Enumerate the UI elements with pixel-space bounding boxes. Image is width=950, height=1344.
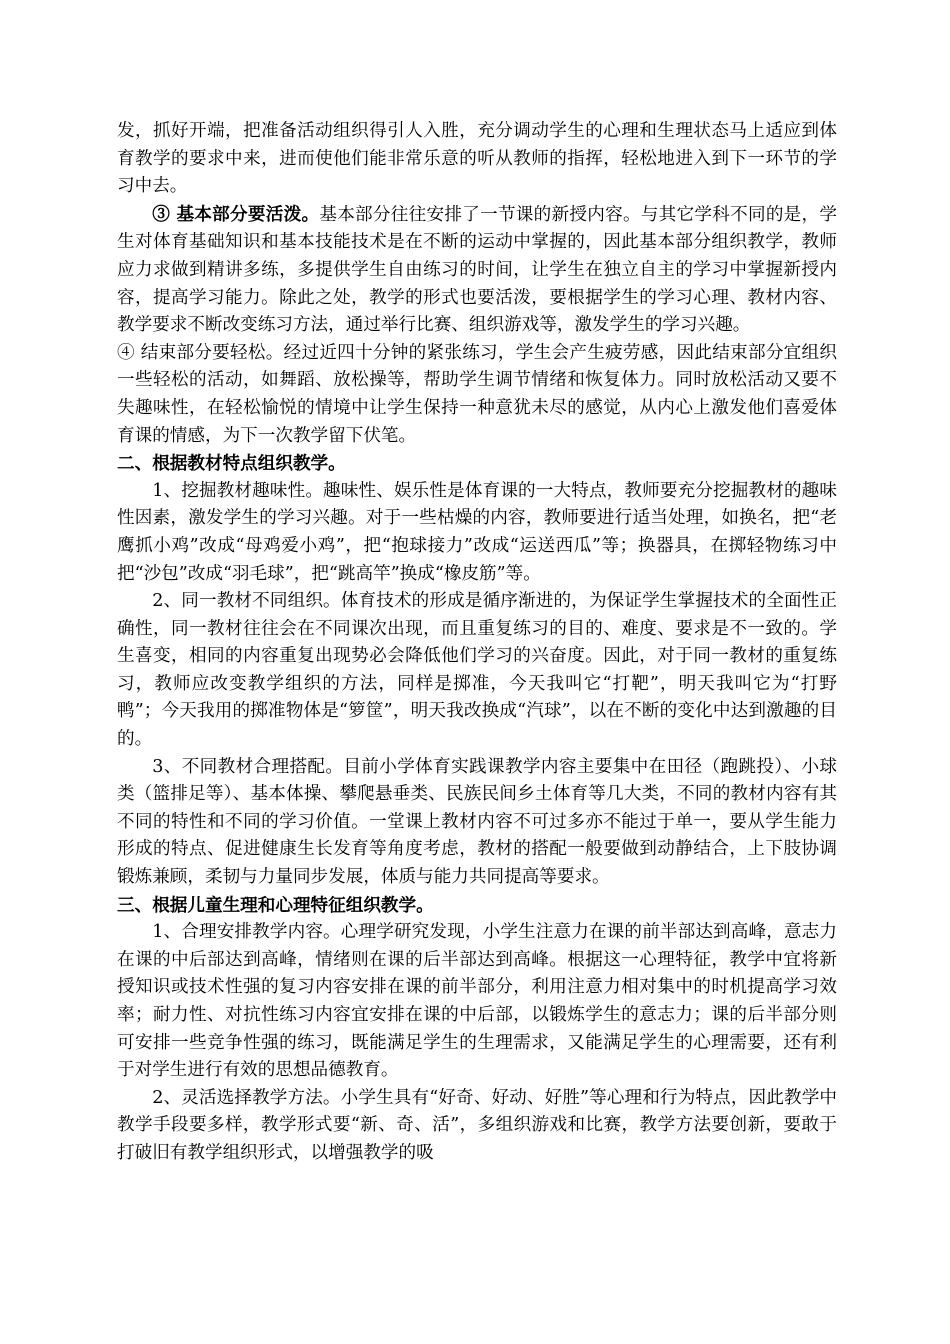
paragraph-item-4: 1、合理安排教学内容。心理学研究发现，小学生注意力在课的前半部达到高峰，意志力在课的中后部达到高峰，情绪则在课的后半部达到高峰。根据这一心理特征，教学中宜将新授知识或技术性强的复习内容安排在课的前半部分，利用注意力相对集中的时机提高学习效率；耐力性、对抗性练习内容宜安排在课的中后部，以锻炼学生的意志力；课的后半部分则可安排一些竞争性强的练习，既能满足学生的生理需求，又能满足学生的心理需要，还有利于对学生进行有效的思想品德教育。 [117,922,837,1081]
paragraph-body: 基本部分往往安排了一节课的新授内容。与其它学科不同的是，学生对体育基础知识和基本技能技术是在不断的运动中掌握的，因此基本部分组织教学，教师应力求做到精讲多练，多提供学生自由练习的时间，让学生在独立自主的学习中掌握新授内容，提高学习能力。除此之处，教学的形式也要活泼，要根据学生的学习心理、教材内容、教学要求不断改变练习方法，通过举行比赛、组织游戏等，激发学生的学习兴趣。 [117,204,837,336]
paragraph-item-3: 3、不同教材合理搭配。目前小学体育实践课教学内容主要集中在田径（跑跳投）、小球类（篮排足等）、基本体操、攀爬悬垂类、民族民间乡土体育等几大类，不同的教材内容有其不同的特性和不同的学习价值。一堂课上教材内容不可过多亦不能过于单一，要从学生能力形成的特点、促进健康生长发育等角度考虑，教材的搭配一般要做到动静结合，上下肢协调锻炼兼顾，柔韧与力量同步发展，体质与能力共同提高等要求。 [117,756,837,888]
paragraph-ending-part: ④ 结束部分要轻松。经过近四十分钟的紧张练习，学生会产生疲劳感，因此结束部分宜组织一些轻松的活动，如舞蹈、放松操等，帮助学生调节情绪和恢复体力。同时放松活动又要不失趣味性，在轻松愉悦的情境中让学生保持一种意犹未尽的感觉，从内心上激发他们喜爱体育课的情感，为下一次教学留下伏笔。 [117,342,837,446]
paragraph-continuation: 发，抓好开端，把准备活动组织得引人入胜，充分调动学生的心理和生理状态马上适应到体育教学的要求中来，进而使他们能非常乐意的听从教师的指挥，轻松地进入到下一环节的学习中去。 [117,121,837,197]
section-heading-3: 三、根据儿童生理和心理特征组织教学。 [117,894,434,916]
paragraph-basic-part [117,201,837,340]
paragraph-item-2: 2、同一教材不同组织。体育技术的形成是循序渐进的，为保证学生掌握技术的全面性正确性，同一教材往往会在不同课次出现，而且重复练习的目的、难度、要求是不一致的。学生喜变，相同的内容重复出现势必会降低他们学习的兴奋度。因此，对于同一教材的重复练习，教师应改变教学组织的方法，同样是掷准，今天我叫它“打靶”，明天我叫它为“打野鸭”；今天我用的掷准物体是“箩筐”，明天我改换成“汽球”，以在不断的变化中达到激趣的目的。 [117,591,837,750]
section-heading-2: 二、根据教材特点组织教学。 [117,453,346,475]
document-page [117,118,837,1168]
paragraph-lead-heading: ③ 基本部分要活泼。 [152,203,320,225]
paragraph-item-5: 2、灵活选择教学方法。小学生具有“好奇、好动、好胜”等心理和行为特点，因此教学中教学手段要多样，教学形式要“新、奇、活”，多组织游戏和比赛，教学方法要创新，要敢于打破旧有教学组织形式，以增强教学的吸 [117,1087,837,1163]
paragraph-item-1: 1、挖掘教材趣味性。趣味性、娱乐性是体育课的一大特点，教师要充分挖掘教材的趣味性因素，激发学生的学习兴趣。对于一些枯燥的内容，教师要进行适当处理，如换名，把“老鹰抓小鸡”改成“母鸡爱小鸡”，把“抱球接力”改成“运送西瓜”等；换器具，在掷轻物练习中把“沙包”改成“羽毛球”，把“跳高竿”换成“橡皮筋”等。 [117,480,837,584]
